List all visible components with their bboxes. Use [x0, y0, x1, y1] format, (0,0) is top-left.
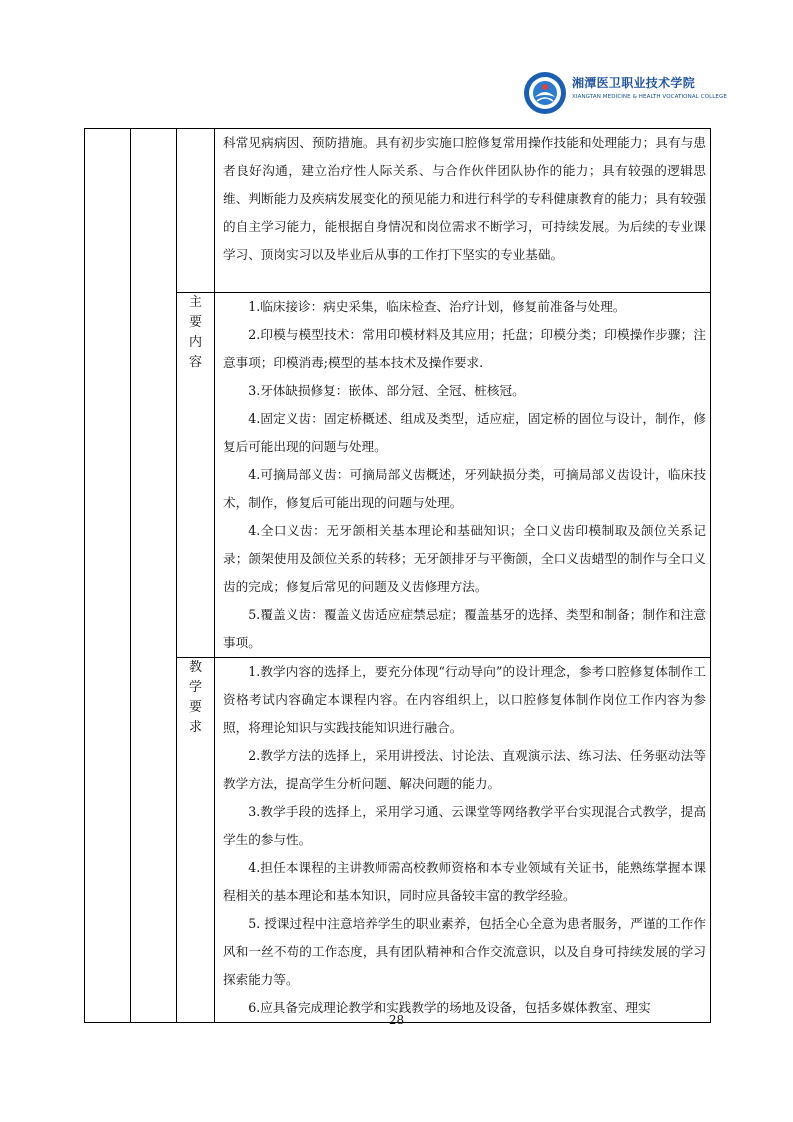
main-content-cell: [215, 293, 711, 658]
college-english-name: XIANGTAN MEDICINE & HEALTH VOCATIONAL COLLEGE: [572, 94, 727, 100]
list-item: 1.教学内容的选择上，要充分体现“行动导向”的设计理念，参考口腔修复体制作工资格考试内容确定本课程内容。在内容组织上，以口腔修复体制作岗位工作内容为参照，将理论知识与实践技能知识进行融合。: [223, 664, 706, 735]
main-content-label: 主要内容: [188, 295, 202, 370]
list-item: 5.覆盖义齿：覆盖义齿适应症禁忌症；覆盖基牙的选择、类型和制备；制作和注意事项。: [223, 607, 706, 650]
blank-label-cell: [177, 129, 215, 293]
teaching-requirements-cell: [215, 658, 711, 1023]
table-row: [85, 658, 711, 1023]
course-table: [84, 128, 711, 1023]
list-item: 1.临床接诊：病史采集，临床检查、治疗计划，修复前准备与处理。: [248, 299, 626, 314]
intro-cell: [215, 129, 711, 293]
list-item: 4.担任本课程的主讲教师需高校教师资格和本专业领域有关证书，能熟练掌握本课程相关的基本理论和基本知识，同时应具备较丰富的教学经验。: [223, 860, 706, 903]
page-number: 28: [388, 1013, 405, 1027]
college-emblem-icon: [522, 70, 568, 116]
main-content-label-cell: [177, 293, 215, 658]
intro-paragraph: 科常见病病因、预防措施。具有初步实施口腔修复常用操作技能和处理能力；具有与患者良好沟通，建立治疗性人际关系、与合作伙伴团队协作的能力；具有较强的逻辑思维、判断能力及疾病发展变化的预见能力和进行科学的专科健康教育的能力；具有较强的自主学习能力，能根据自身情况和岗位需求不断学习，可持续发展。为后续的专业课学习、顶岗实习以及毕业后从事的工作打下坚实的专业基础。: [223, 135, 706, 262]
table-row: [85, 293, 711, 658]
teaching-requirements-label: 教学要求: [188, 660, 202, 735]
list-item: 2.教学方法的选择上，采用讲授法、讨论法、直观演示法、练习法、任务驱动法等教学方法，提高学生分析问题、解决问题的能力。: [223, 748, 706, 791]
blank-column-cell: [85, 129, 131, 1023]
list-item: 4.全口义齿：无牙颌相关基本理论和基础知识；全口义齿印模制取及颌位关系记录；颌架使用及颌位关系的转移；无牙颌排牙与平衡颌，全口义齿蜡型的制作与全口义齿的完成；修复后常见的问题及义齿修理方法。: [223, 523, 706, 594]
list-item: 3.教学手段的选择上，采用学习通、云课堂等网络教学平台实现混合式教学，提高学生的参与性。: [223, 804, 706, 847]
list-item: 3.牙体缺损修复：嵌体、部分冠、全冠、桩核冠。: [248, 383, 525, 398]
list-item: 5. 授课过程中注意培养学生的职业素养，包括全心全意为患者服务，严谨的工作作风和一丝不苟的工作态度，具有团队精神和合作交流意识，以及自身可持续发展的学习探索能力等。: [223, 916, 706, 987]
blank-column-cell: [131, 129, 177, 1023]
teaching-requirements-label-cell: [177, 658, 215, 1023]
list-item: 4.固定义齿：固定桥概述、组成及类型，适应症，固定桥的固位与设计，制作，修复后可能出现的问题与处理。: [223, 411, 706, 454]
list-item: 4.可摘局部义齿：可摘局部义齿概述，牙列缺损分类，可摘局部义齿设计，临床技术，制作，修复后可能出现的问题与处理。: [223, 467, 706, 510]
college-name: 湘潭医卫职业技术学院: [572, 76, 696, 90]
list-item: 6.应具备完成理论教学和实践教学的场地及设备，包括多媒体教室、理实: [248, 1000, 651, 1015]
table-row: [85, 129, 711, 293]
list-item: 2.印模与模型技术：常用印模材料及其应用；托盘；印模分类；印模操作步骤；注意事项；印模消毒;模型的基本技术及操作要求.: [223, 327, 706, 370]
college-logo: [522, 70, 727, 116]
